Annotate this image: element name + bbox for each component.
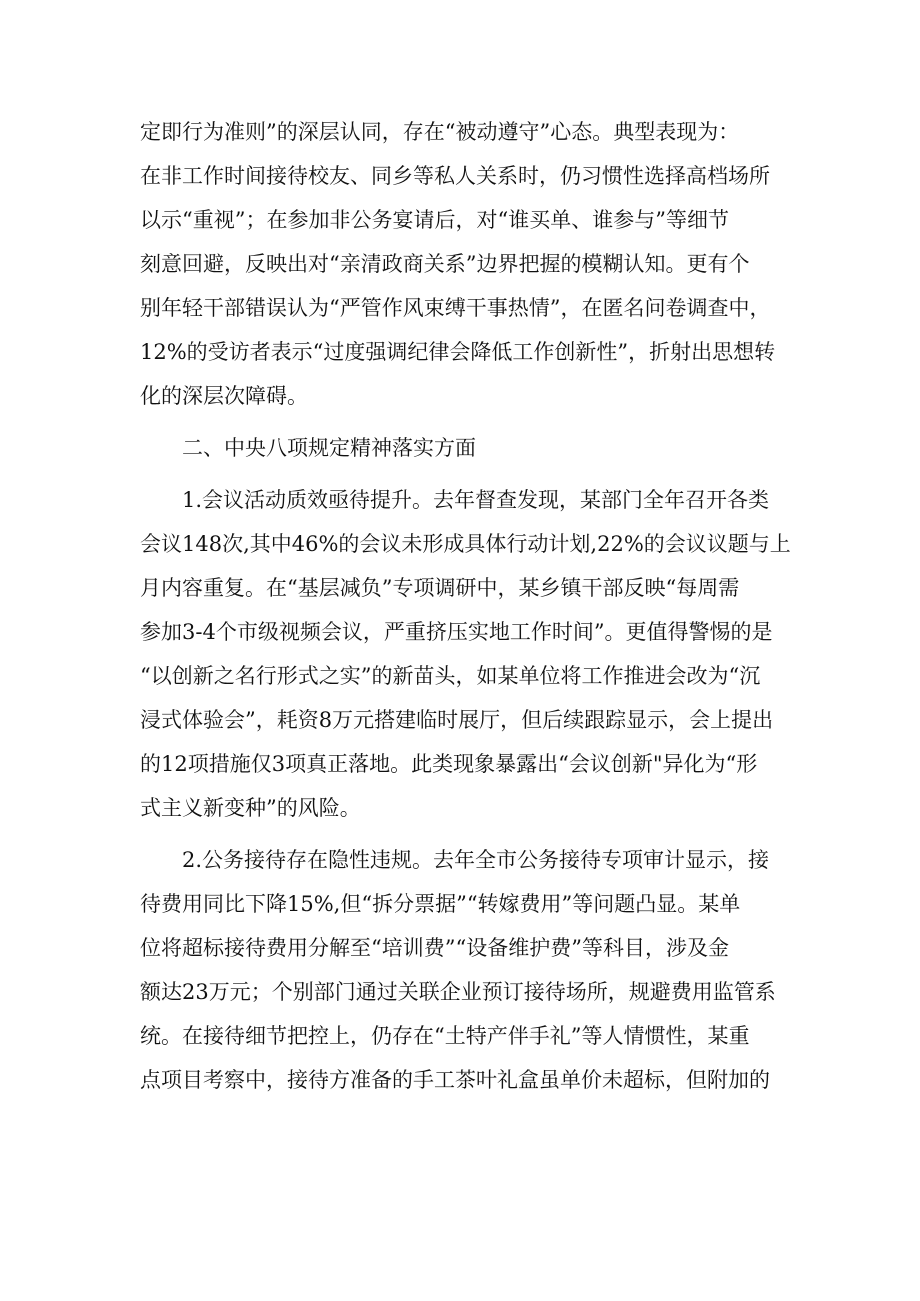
text-line: 1.会议活动质效亟待提升。去年督查发现，某部门全年召开各类 (140, 488, 770, 512)
text-line: 12%的受访者表示“过度强调纪律会降低工作创新性”，折射出思想转 (140, 340, 776, 364)
text-line: 点项目考察中，接待方准备的手工茶叶礼盒虽单价未超标，但附加的 (140, 1068, 770, 1092)
text-line: 会议148次,其中46%的会议未形成具体行动计划,22%的会议议题与上 (140, 532, 791, 556)
text-line: 浸式体验会”，耗资8万元搭建临时展厅，但后续跟踪显示，会上提出 (140, 708, 774, 732)
text-line: 2.公务接待存在隐性违规。去年全市公务接待专项审计显示，接 (140, 848, 770, 872)
text-line: 统。在接待细节把控上，仍存在“土特产伴手礼”等人情惯性，某重 (140, 1024, 750, 1048)
text-line: 定即行为准则”的深层认同，存在“被动遵守”心态。典型表现为： (140, 120, 740, 144)
text-line: 刻意回避，反映出对“亲清政商关系”边界把握的模糊认知。更有个 (140, 252, 750, 276)
text-line: 式主义新变种”的风险。 (140, 796, 361, 820)
text-line: 在非工作时间接待校友、同乡等私人关系时，仍习惯性选择高档场所 (140, 164, 770, 188)
text-line: 待费用同比下降15%,但“拆分票据”“转嫁费用”等问题凸显。某单 (140, 892, 741, 916)
text-line: “以创新之名行形式之实”的新苗头，如某单位将工作推进会改为“沉 (140, 664, 761, 688)
text-line: 的12项措施仅3项真正落地。此类现象暴露出“会议创新"异化为“形 (140, 752, 758, 776)
text-line: 以示“重视”；在参加非公务宴请后，对“谁买单、谁参与”等细节 (140, 208, 729, 232)
text-line: 别年轻干部错误认为“严管作风束缚干事热情”，在匿名问卷调查中， (140, 296, 771, 320)
text-line: 位将超标接待费用分解至“培训费”“设备维护费”等科目，涉及金 (140, 936, 729, 960)
text-line: 化的深层次障碍。 (140, 384, 308, 408)
text-line: 额达23万元；个别部门通过关联企业预订接待场所，规避费用监管系 (140, 980, 776, 1004)
text-line: 月内容重复。在“基层减负”专项调研中，某乡镇干部反映“每周需 (140, 576, 740, 600)
section-heading: 二、中央八项规定精神落实方面 (140, 436, 476, 460)
body-text (140, 110, 800, 1102)
text-line: 参加3-4个市级视频会议，严重挤压实地工作时间”。更值得警惕的是 (140, 620, 773, 644)
